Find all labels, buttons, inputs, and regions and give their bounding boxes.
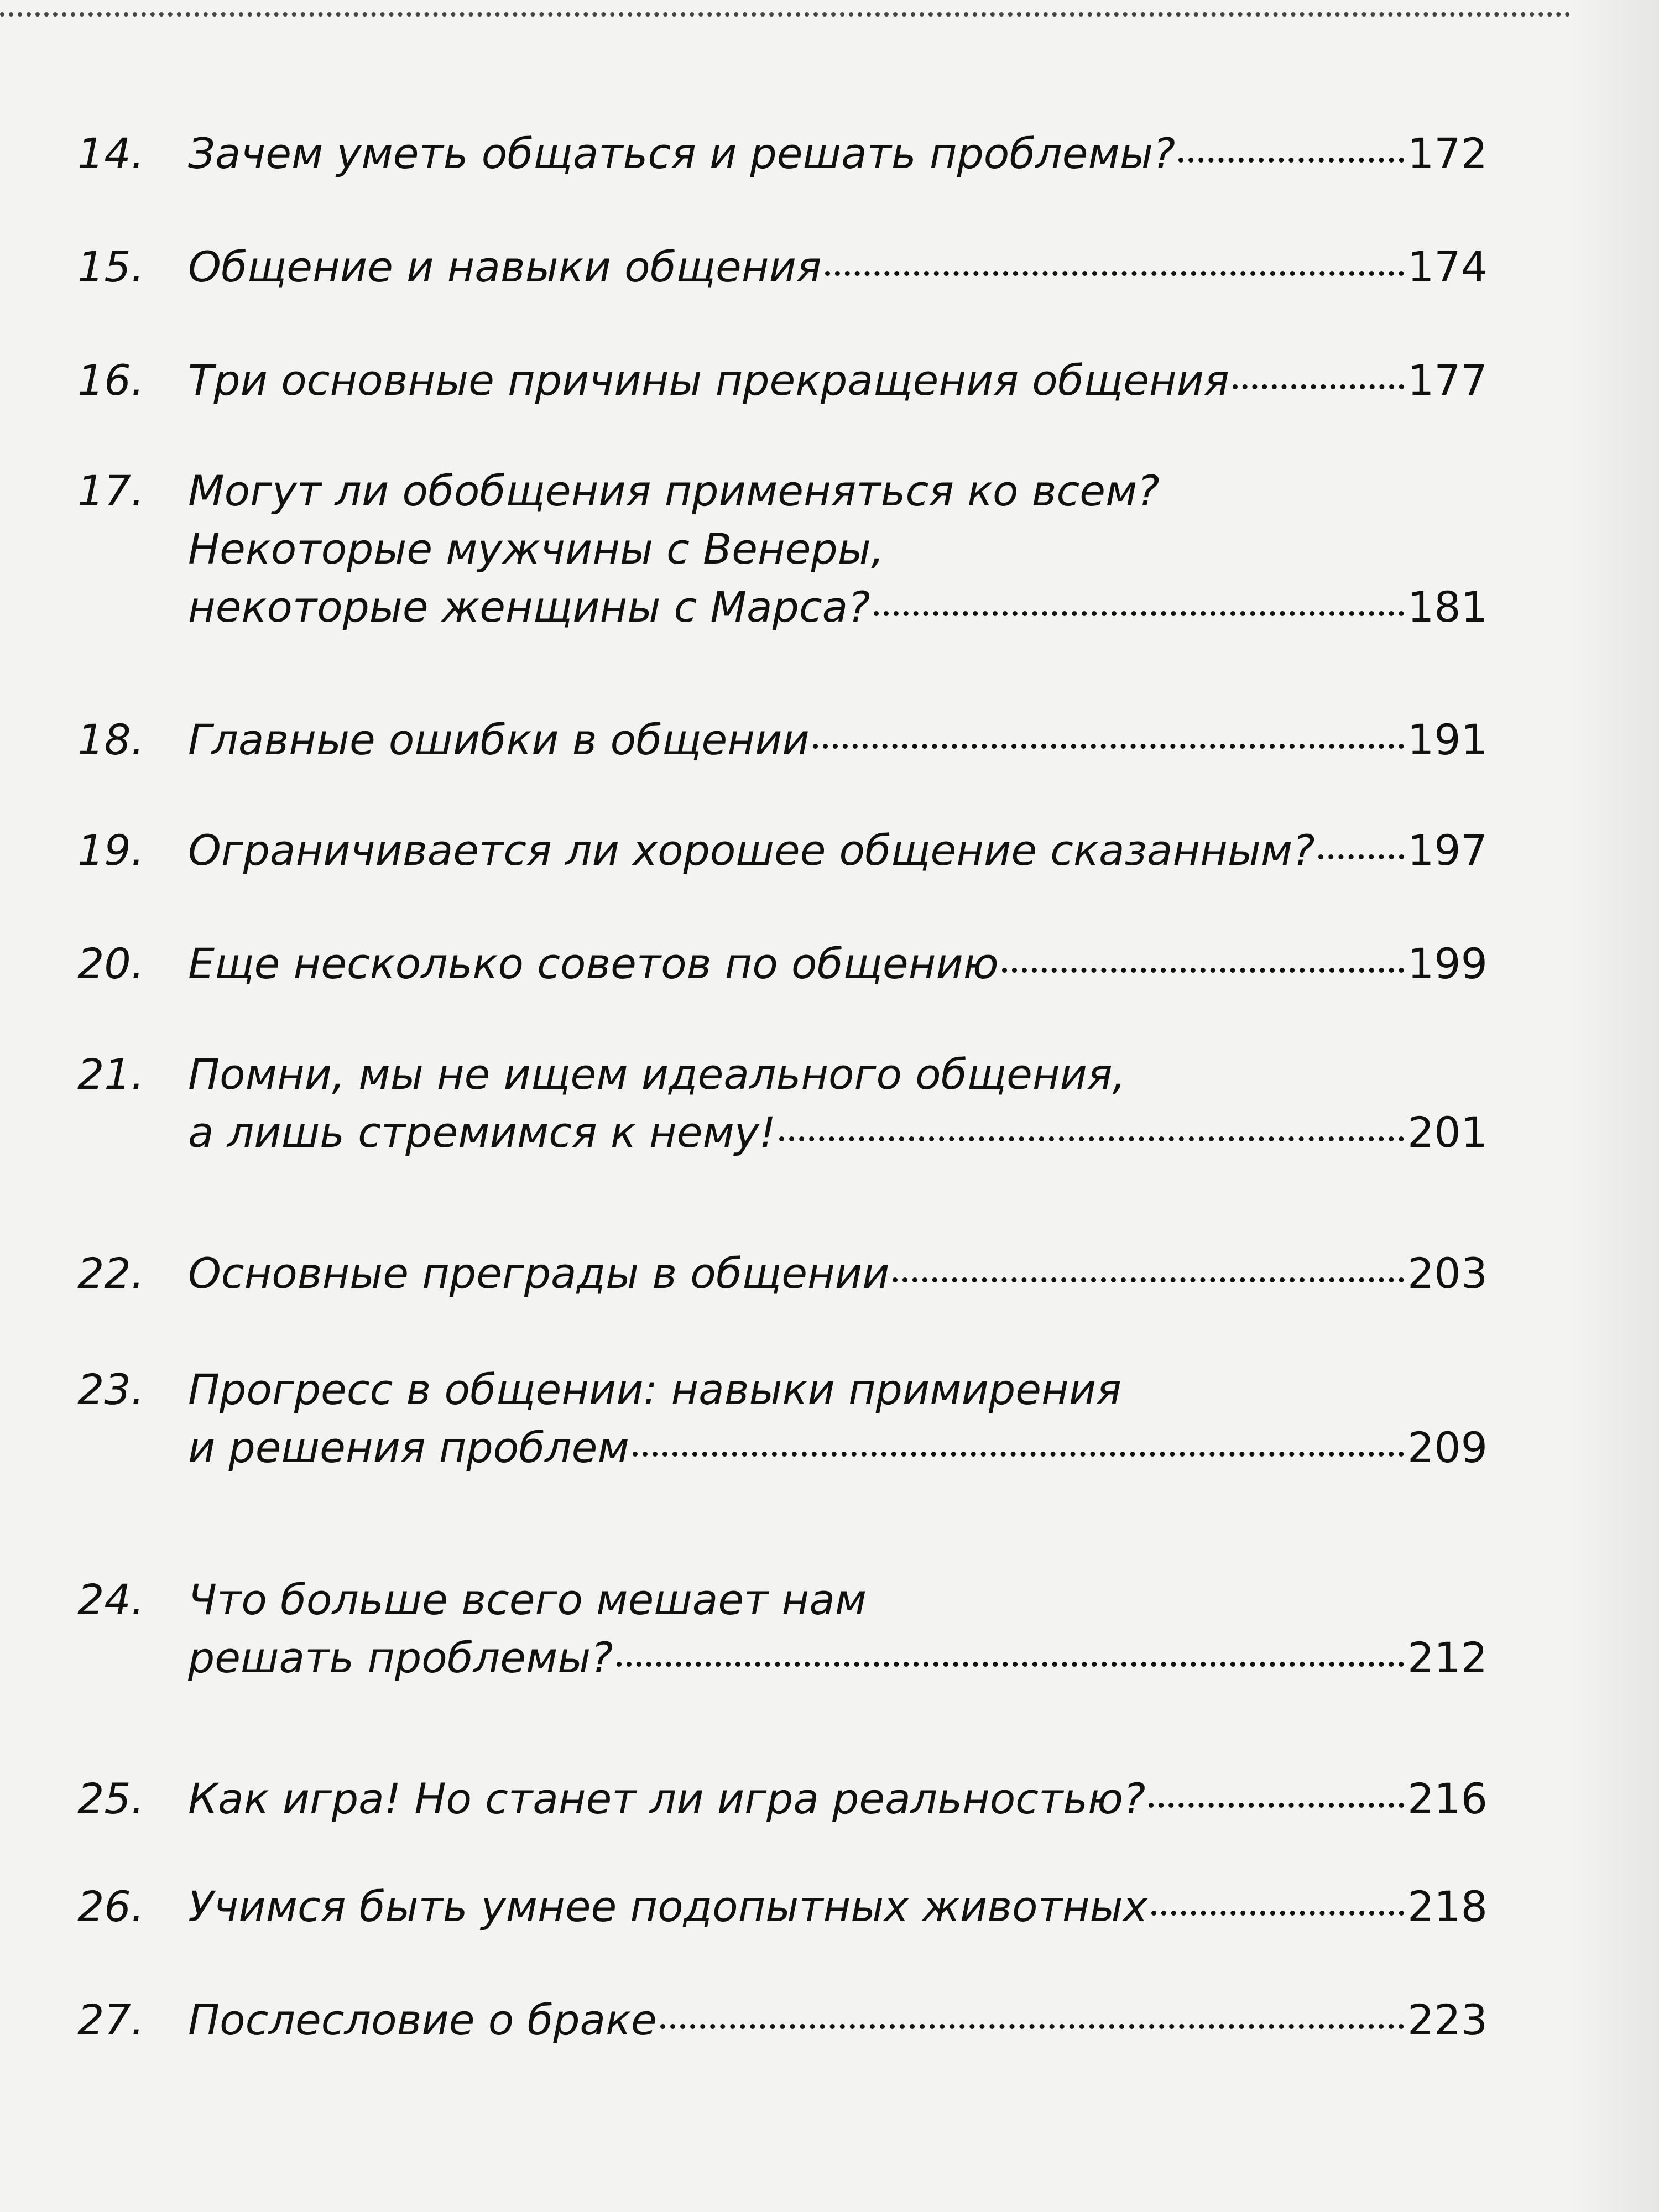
dot-leader [1149, 1803, 1404, 1808]
entry-number: 20. [77, 939, 144, 988]
entry-number: 18. [77, 715, 144, 764]
page-number: 218 [1407, 1882, 1488, 1931]
dot-leader [893, 1277, 1404, 1282]
entry-number: 14. [77, 129, 144, 178]
page-number: 209 [1407, 1423, 1488, 1472]
entry-title-line: Прогресс в общении: навыки примирения [188, 1365, 1121, 1414]
entry-number: 24. [77, 1575, 144, 1624]
dot-leader [1233, 384, 1404, 389]
dot-leader [1151, 1911, 1404, 1916]
page-number: 177 [1407, 356, 1488, 405]
entry-title-line: решать проблемы? [188, 1633, 613, 1682]
page-number: 174 [1407, 242, 1488, 291]
dot-leader [1318, 854, 1404, 859]
dot-leader [1002, 968, 1404, 973]
entry-title: Зачем уметь общаться и решать проблемы? [188, 129, 1176, 178]
entry-number: 15. [77, 242, 144, 291]
page-number: 197 [1407, 826, 1488, 875]
dot-leader [633, 1452, 1404, 1457]
entry-number: 16. [77, 356, 144, 405]
entry-number: 17. [77, 466, 144, 515]
page-top-edge [0, 0, 1571, 17]
entry-title-line: Что больше всего мешает нам [188, 1575, 867, 1624]
page-number: 212 [1407, 1633, 1488, 1682]
entry-title-line: и решения проблем [188, 1423, 629, 1472]
page-number: 223 [1407, 1995, 1488, 2044]
dot-leader [874, 611, 1404, 616]
dot-leader [1178, 158, 1404, 163]
entry-title: Ограничивается ли хорошее общение сказанным? [188, 826, 1315, 875]
dot-leader [660, 2024, 1404, 2029]
entry-title: Еще несколько советов по общению [188, 939, 999, 988]
entry-title: Главные ошибки в общении [188, 715, 810, 764]
entry-title: Основные преграды в общении [188, 1249, 890, 1298]
page-number: 216 [1407, 1774, 1488, 1823]
entry-number: 21. [77, 1050, 144, 1099]
dot-leader [825, 271, 1404, 276]
entry-title-line: Помни, мы не ищем идеального общения, [188, 1050, 1126, 1099]
page-number: 191 [1407, 715, 1488, 764]
page-right-shadow [1571, 0, 1659, 2212]
entry-number: 27. [77, 1995, 144, 2044]
entry-title: Как игра! Но станет ли игра реальностью? [188, 1774, 1146, 1823]
entry-title-line: Некоторые мужчины с Венеры, [188, 524, 884, 573]
entry-title: Общение и навыки общения [188, 242, 822, 291]
page-number: 181 [1407, 582, 1488, 632]
entry-title-line: а лишь стремимся к нему! [188, 1108, 776, 1157]
entry-title: Три основные причины прекращения общения [188, 356, 1229, 405]
dot-leader [779, 1136, 1404, 1141]
entry-title: Послесловие о браке [188, 1995, 657, 2044]
entry-number: 23. [77, 1365, 144, 1414]
page-number: 203 [1407, 1249, 1488, 1298]
entry-title-line: Могут ли обобщения применяться ко всем? [188, 466, 1160, 515]
entry-number: 22. [77, 1249, 144, 1298]
entry-title: Учимся быть умнее подопытных животных [188, 1882, 1148, 1931]
dot-leader [617, 1662, 1404, 1667]
dot-leader [813, 744, 1404, 749]
entry-number: 26. [77, 1882, 144, 1931]
page-number: 199 [1407, 939, 1488, 988]
entry-title-line: некоторые женщины с Марса? [188, 582, 870, 632]
page-number: 201 [1407, 1108, 1488, 1157]
entry-number: 19. [77, 826, 144, 875]
page-number: 172 [1407, 129, 1488, 178]
entry-number: 25. [77, 1774, 144, 1823]
